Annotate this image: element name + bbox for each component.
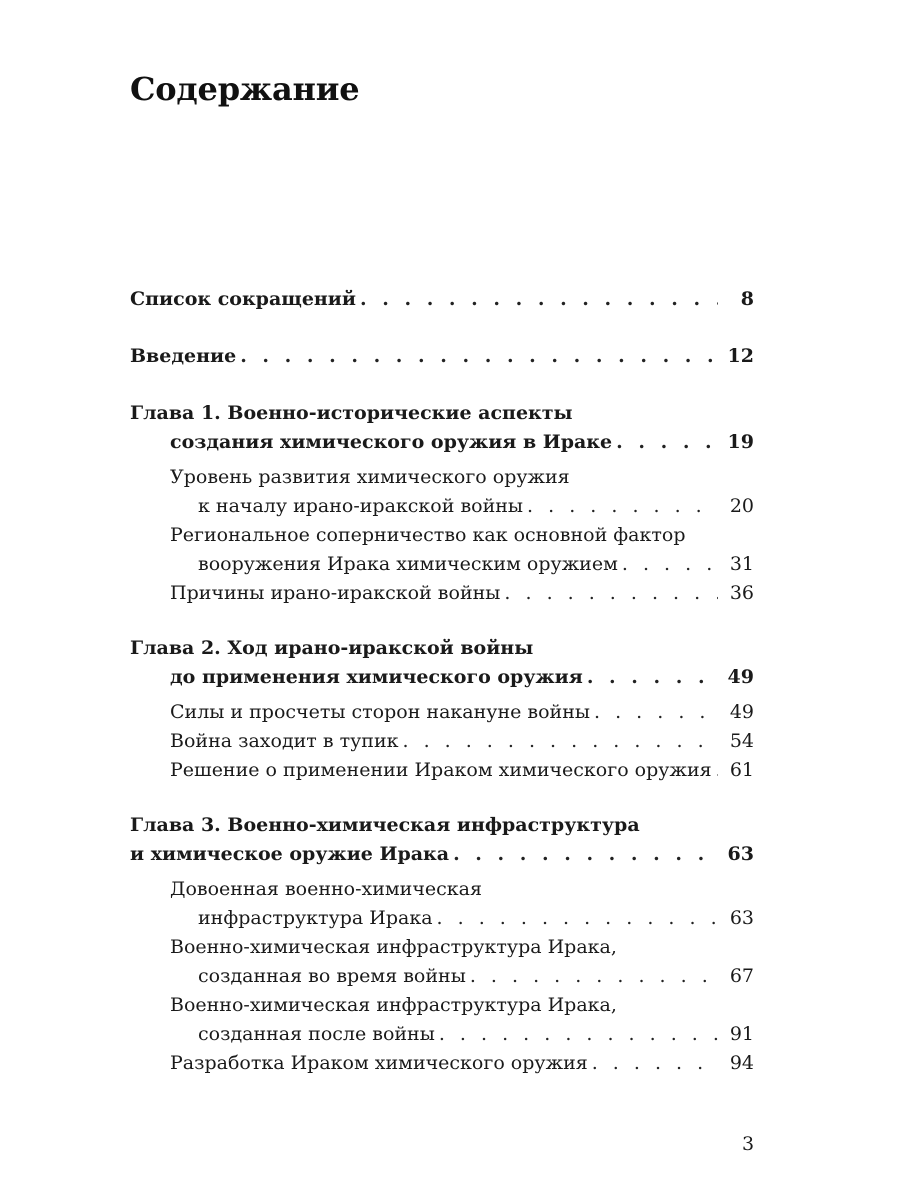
toc-section[interactable] <box>170 521 754 579</box>
toc-section-title-line1: Военно-химическая инфраструктура Ирака, <box>170 994 617 1016</box>
dot-leader <box>622 550 718 579</box>
dot-leader <box>470 962 718 991</box>
toc-section-title: Силы и просчеты сторон накануне войны <box>170 701 590 723</box>
page-number: 3 <box>742 1133 755 1155</box>
toc-entry-title: Список сокращений <box>130 288 356 310</box>
dot-leader <box>716 756 718 785</box>
toc-section-title-line2: вооружения Ирака химическим оружием <box>198 553 618 575</box>
toc-section[interactable] <box>170 991 754 1049</box>
dot-leader <box>504 579 718 608</box>
dot-leader <box>592 1049 718 1078</box>
toc-entry-chapter-2[interactable] <box>130 634 754 692</box>
toc-section[interactable] <box>170 579 754 608</box>
dot-leader <box>402 727 718 756</box>
toc-section-title: Разработка Ираком химического оружия <box>170 1052 588 1074</box>
toc-page-number: 36 <box>729 582 754 604</box>
toc-section[interactable] <box>170 698 754 727</box>
toc-page-number: 8 <box>740 288 754 310</box>
dot-leader <box>437 904 718 933</box>
toc-chapter-title-line2: и химическое оружие Ирака <box>130 843 450 865</box>
toc-section[interactable] <box>170 463 754 521</box>
dot-leader <box>453 840 718 869</box>
toc-section-title: Причины ирано-иракской войны <box>170 582 501 604</box>
toc-chapter-title-line1: Глава 2. Ход ирано-иракской войны <box>130 637 534 659</box>
dot-leader <box>240 342 718 371</box>
table-of-contents <box>130 285 754 1078</box>
toc-section-title-line2: к началу ирано-иракской войны <box>198 495 524 517</box>
toc-page-number: 63 <box>727 843 754 865</box>
toc-section[interactable] <box>170 1049 754 1078</box>
toc-entry-title: Введение <box>130 345 237 367</box>
dot-leader <box>587 663 718 692</box>
dot-leader <box>616 428 718 457</box>
toc-entry-abbreviations[interactable] <box>130 285 754 314</box>
toc-page-number: 31 <box>729 553 754 575</box>
toc-page-number: 67 <box>729 965 754 987</box>
toc-page-number: 12 <box>727 345 754 367</box>
toc-section-title-line2: инфраструктура Ирака <box>198 907 433 929</box>
toc-entry-chapter-3[interactable] <box>130 811 754 869</box>
toc-section[interactable] <box>170 756 754 785</box>
toc-section-title: Решение о применении Ираком химического оружия <box>170 759 712 781</box>
toc-entry-chapter-1[interactable] <box>130 399 754 457</box>
toc-section[interactable] <box>170 933 754 991</box>
toc-section-title-line1: Довоенная военно-химическая <box>170 878 482 900</box>
toc-page-number: 49 <box>729 701 754 723</box>
toc-section-title-line1: Региональное соперничество как основной фактор <box>170 524 686 546</box>
toc-page-number: 61 <box>729 759 754 781</box>
toc-page-number: 54 <box>729 730 754 752</box>
toc-section-title: Война заходит в тупик <box>170 730 399 752</box>
toc-section[interactable] <box>170 875 754 933</box>
toc-page-number: 91 <box>729 1023 754 1045</box>
dot-leader <box>360 285 718 314</box>
dot-leader <box>527 492 718 521</box>
toc-page-number: 63 <box>729 907 754 929</box>
dot-leader <box>439 1020 718 1049</box>
toc-page-number: 49 <box>727 666 754 688</box>
toc-chapter-title-line1: Глава 1. Военно-исторические аспекты <box>130 402 573 424</box>
toc-chapter-title-line2: создания химического оружия в Ираке <box>170 431 613 453</box>
toc-page-number: 20 <box>729 495 754 517</box>
toc-chapter-title-line2: до применения химического оружия <box>170 666 583 688</box>
toc-section-title-line1: Уровень развития химического оружия <box>170 466 570 488</box>
toc-section[interactable] <box>170 727 754 756</box>
toc-entry-introduction[interactable] <box>130 342 754 371</box>
toc-page-number: 19 <box>727 431 754 453</box>
toc-section-title-line1: Военно-химическая инфраструктура Ирака, <box>170 936 617 958</box>
page-title: Содержание <box>130 70 360 108</box>
dot-leader <box>594 698 718 727</box>
toc-page-number: 94 <box>729 1052 754 1074</box>
toc-chapter-title-line1: Глава 3. Военно-химическая инфраструктура <box>130 814 640 836</box>
toc-section-title-line2: созданная во время войны <box>198 965 466 987</box>
toc-section-title-line2: созданная после войны <box>198 1023 435 1045</box>
